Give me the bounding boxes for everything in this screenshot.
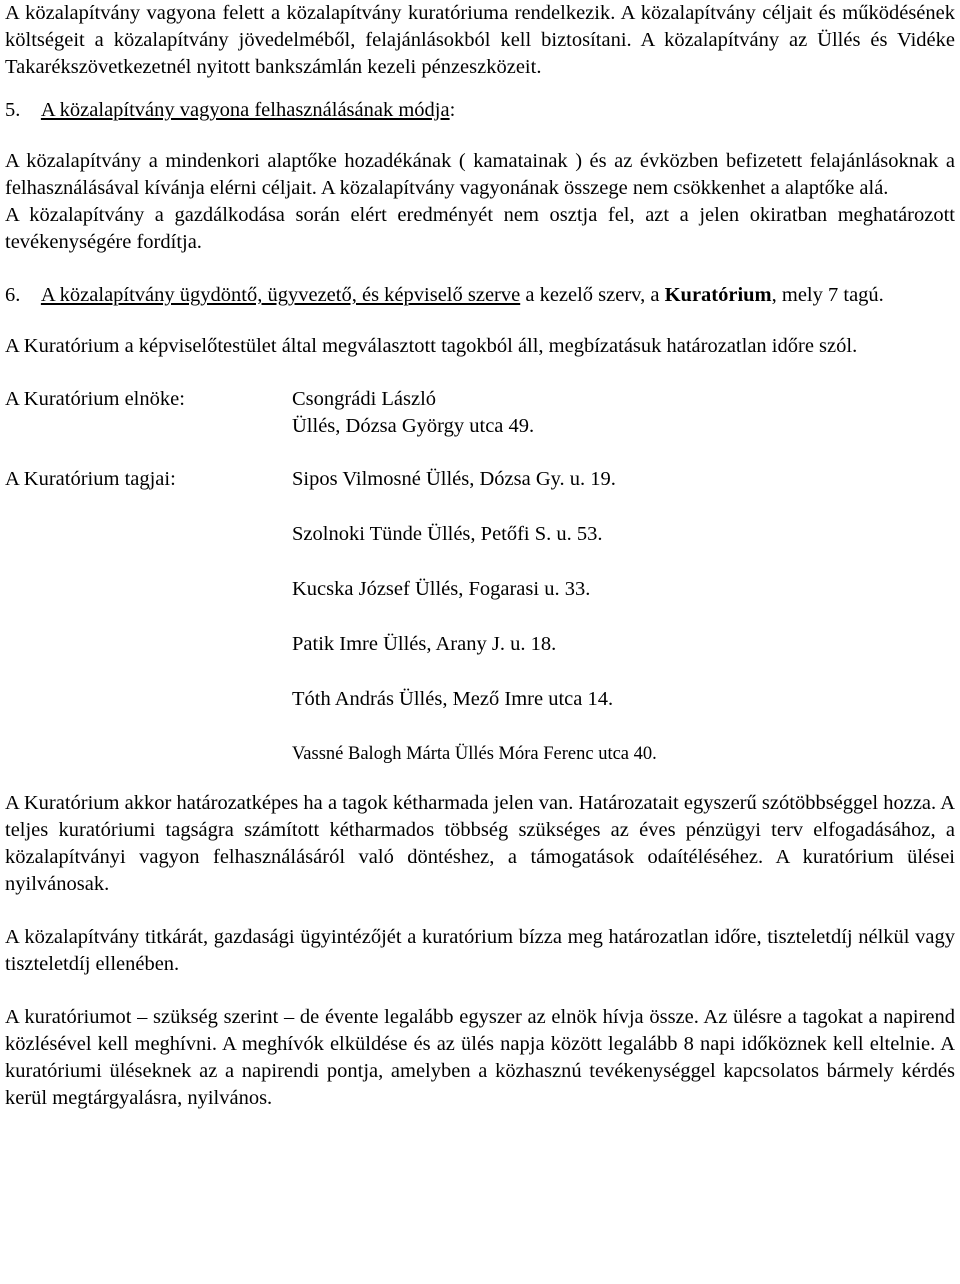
member-item: Szolnoki Tünde Üllés, Petőfi S. u. 53.	[292, 523, 603, 545]
section-6-tail: , mely 7 tagú.	[771, 284, 884, 306]
member-item: Sipos Vilmosné Üllés, Dózsa Gy. u. 19.	[292, 468, 616, 490]
paragraph-membership: A Kuratórium a képviselőtestület által megválasztott tagokból áll, megbízatásuk határozatlan időre szól.	[5, 335, 858, 357]
chair-name: Csongrádi László	[292, 388, 437, 410]
member-item: Tóth András Üllés, Mező Imre utca 14.	[292, 688, 614, 710]
section-6-title: A közalapítvány ügydöntő, ügyvezető, és képviselő szerve	[40, 284, 521, 306]
paragraph-meetings: A kuratóriumot – szükség szerint – de évente legalább egyszer az elnök hívja össze. Az ülésre a tagokat a napirend közlésével kell meghívni. A meghívók elküldése és az ülés napja között legalább 8 napi időköznek kell eltelnie. A kuratóriumi üléseknek az a napirendi pontja, amelyben a közhasznú tevékenységgel kapcsolatos bármely kérdés kerül megtárgyalásra, nyilvános.	[5, 1006, 955, 1109]
section-5-title: A közalapítvány vagyona felhasználásának módja	[40, 99, 450, 121]
section-5-heading	[5, 97, 955, 124]
chair-address: Üllés, Dózsa György utca 49.	[292, 415, 535, 437]
chair-row	[5, 386, 955, 413]
section-5-colon: :	[449, 99, 456, 121]
paragraph-profit: A közalapítvány a gazdálkodása során elért eredményét nem osztja fel, azt a jelen okiratban meghatározott tevékenységére fordítja.	[5, 204, 955, 253]
section-6-number: 6.	[5, 284, 21, 306]
section-6-mid: a kezelő szerv, a	[520, 284, 665, 306]
paragraph-secretary: A közalapítvány titkárát, gazdasági ügyintézőjét a kuratórium bízza meg határozatlan időre, tiszteletdíj nélkül vagy tiszteletdíj ellenében.	[5, 926, 955, 975]
member-item: Vassné Balogh Márta Üllés Móra Ferenc utca 40.	[292, 744, 657, 764]
paragraph-assets: A közalapítvány vagyona felett a közalapítvány kuratóriuma rendelkezik. A közalapítvány céljait és működésének költségeit a közalapítvány jövedelméből, felajánlásokból kell biztosítani. A közalapítvány az Üllés és Vidéke Takarékszövetkezetnél nyitott bankszámlán kezeli pénzeszközeit.	[5, 2, 955, 78]
kuratorium-bold: Kuratórium	[664, 284, 772, 306]
members-row	[5, 466, 955, 493]
member-item: Patik Imre Üllés, Arany J. u. 18.	[292, 633, 557, 655]
member-item: Kucska József Üllés, Fogarasi u. 33.	[292, 578, 591, 600]
section-6-heading	[5, 282, 955, 309]
paragraph-quorum: A Kuratórium akkor határozatképes ha a tagok kétharmada jelen van. Határozatait egyszerű szótöbbséggel hozza. A teljes kuratóriumi tagságra számított kétharmados többség szükséges az éves pénzügyi terv elfogadásához, a közalapítványi vagyon felhasználásáról való döntéshez, a támogatások odaítéléséhez. A kuratórium ülései nyilvánosak.	[5, 792, 955, 895]
chair-label: A Kuratórium elnöke:	[5, 388, 185, 410]
paragraph-usage: A közalapítvány a mindenkori alaptőke hozadékának ( kamatainak ) és az évközben befizetett felajánlásoknak a felhasználásával kívánja elérni céljait. A közalapítvány vagyonának összege nem csökkenhet a alaptőke alá.	[5, 150, 955, 199]
section-5-number: 5.	[5, 99, 21, 121]
members-label: A Kuratórium tagjai:	[5, 468, 176, 490]
